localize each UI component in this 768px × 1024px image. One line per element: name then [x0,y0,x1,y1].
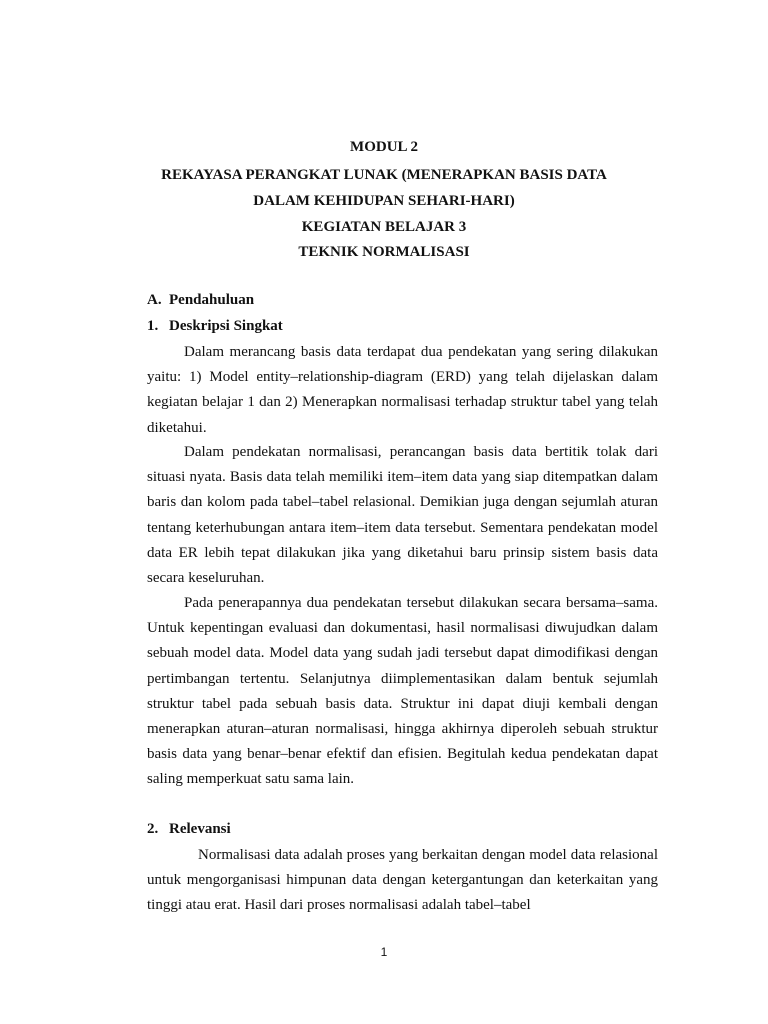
subsection-label: Relevansi [169,821,231,837]
paragraph: Dalam pendekatan normalisasi, perancangan basis data bertitik tolak dari situasi nyata. Basis data telah memiliki item–item data yang siap ditempatkan dalam baris dan kolom pada tabel–tabel relasional. Demikian juga dengan sejumlah aturan tentang keterhubungan antara item–item data tersebut. Sementara pendekatan model data ER lebih tepat dilakukan jika yang diketahui baru prinsip sistem basis data secara keseluruhan. [147,444,658,587]
topic-title: TEKNIK NORMALISASI [298,244,470,260]
section-label: Pendahuluan [169,292,255,308]
subsection-heading-relevance [147,819,231,839]
paragraph: Dalam merancang basis data terdapat dua pendekatan yang sering dilakukan yaitu: 1) Model entity–relationship-diagram (ERD) yang telah dijelaskan dalam kegiatan belajar 1 dan 2) Menerapkan normalisasi terhadap struktur tabel yang telah diketahui. [147,344,658,436]
module-title: MODUL 2 [350,139,418,155]
activity-title: KEGIATAN BELAJAR 3 [301,219,467,235]
section-heading-introduction [147,290,254,310]
subsection-label: Deskripsi Singkat [169,318,283,334]
subsection-number: 2. [147,821,159,837]
subsection-heading-description [147,316,283,336]
page-number: 1 [380,945,388,959]
section-number: A. [147,292,162,308]
course-title-line2: DALAM KEHIDUPAN SEHARI-HARI) [253,193,515,209]
subsection-number: 1. [147,318,159,334]
course-title-line1: REKAYASA PERANGKAT LUNAK (MENERAPKAN BASIS DATA [161,167,607,183]
paragraph: Pada penerapannya dua pendekatan tersebut dilakukan secara bersama–sama. Untuk kepentingan evaluasi dan dokumentasi, hasil normalisasi diwujudkan dalam sebuah model data. Model data yang sudah jadi tersebut dapat dimodifikasi dengan pertimbangan tertentu. Selanjutnya diimplementasikan dalam bentuk sejumlah struktur tabel pada sebuah basis data. Struktur ini dapat diuji kembali dengan menerapkan aturan–aturan normalisasi, hingga akhirnya diperoleh sebuah struktur basis data yang benar–benar efektif dan efisien. Begitulah kedua pendekatan dapat saling memperkuat satu sama lain. [147,595,658,788]
paragraph: Normalisasi data adalah proses yang berkaitan dengan model data relasional untuk mengorganisasi himpunan data dengan ketergantungan dan keterkaitan yang tinggi atau erat. Hasil dari proses normalisasi adalah tabel–tabel [147,847,658,914]
